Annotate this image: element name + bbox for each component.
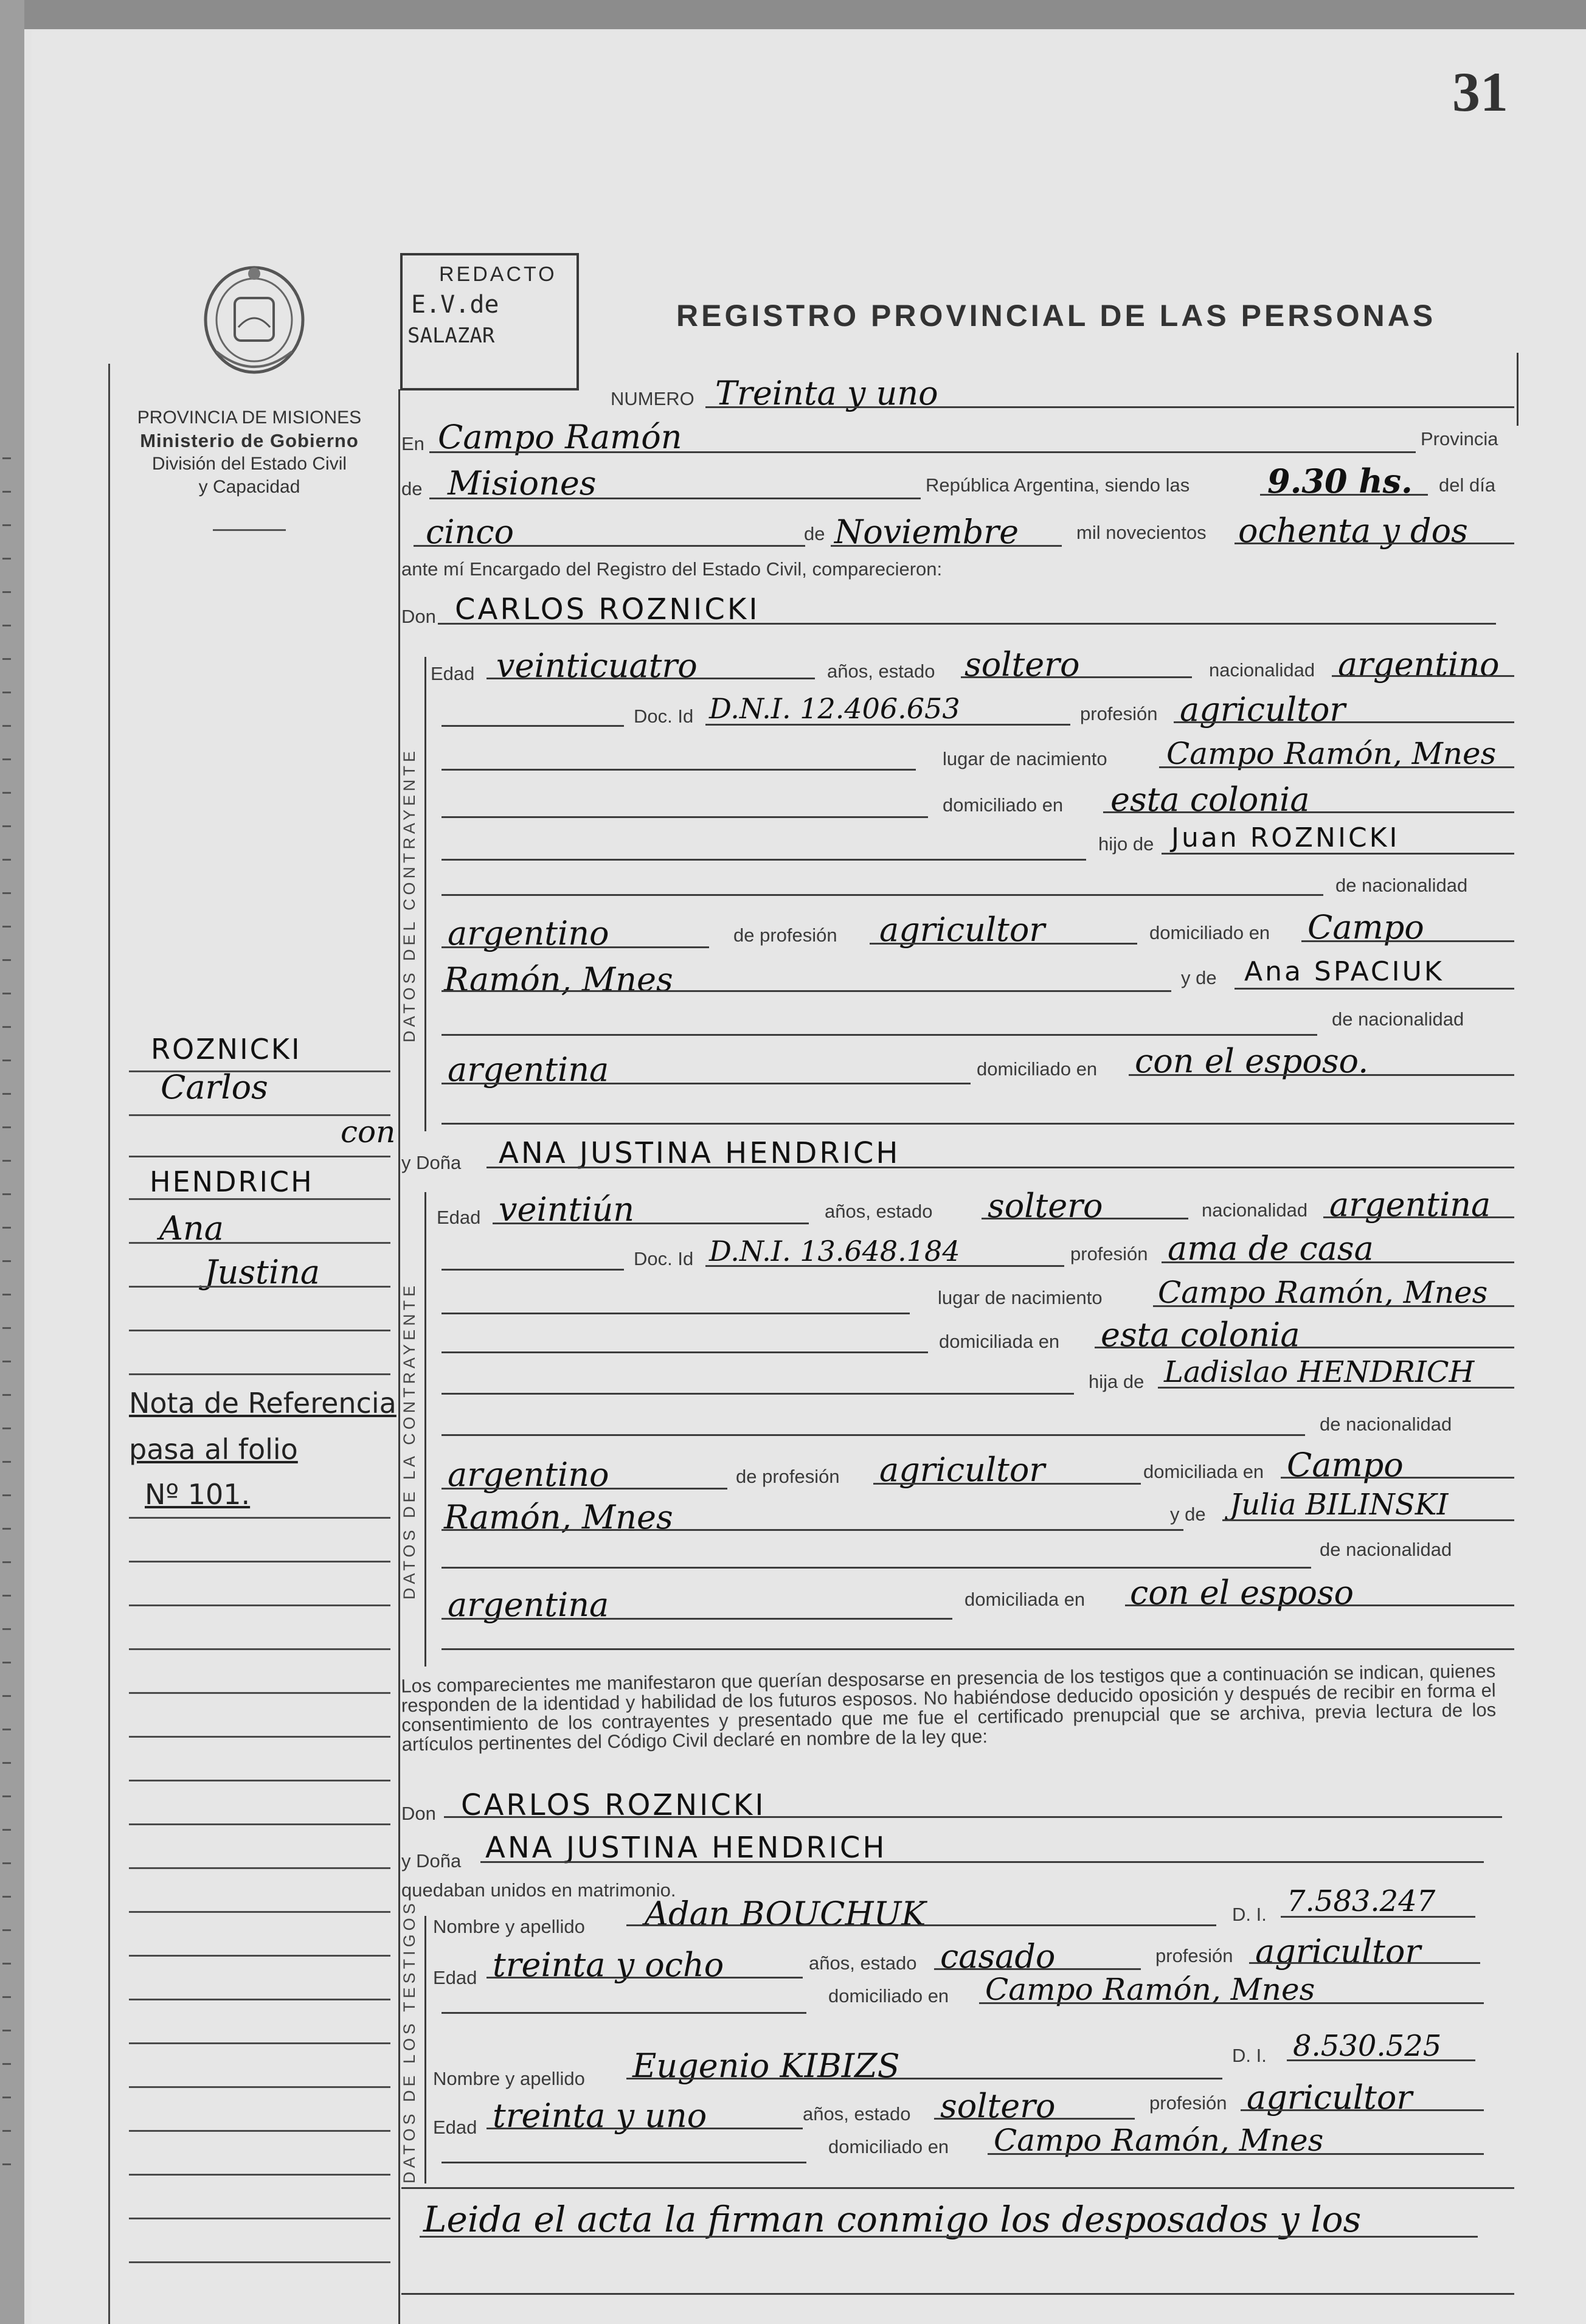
t1-domiciliado-label: domiciliado en <box>828 1985 949 2007</box>
margin-line <box>129 1692 390 1694</box>
t1-estado: casado <box>940 1937 1056 1975</box>
estado-line <box>961 676 1192 678</box>
margin-line <box>129 1198 390 1200</box>
padre-nacionalidad: argentino <box>448 914 609 952</box>
edad-2-line <box>493 1223 809 1224</box>
padre-line <box>1162 853 1514 855</box>
t2-di: 8.530.525 <box>1293 2029 1442 2063</box>
decl-dona-line <box>480 1861 1484 1863</box>
doc-value: D.N.I. 12.406.653 <box>709 692 960 725</box>
madre-nac-line <box>442 1083 971 1084</box>
edad-2-value: veintiún <box>499 1190 635 1229</box>
lugar-2-pre-line <box>442 1313 910 1314</box>
t2-edad: treinta y uno <box>493 2097 707 2135</box>
margin-line <box>129 1561 390 1563</box>
estado-value: soltero <box>964 645 1080 684</box>
de-value: Misiones <box>448 464 597 502</box>
de-nacionalidad-2-label: de nacionalidad <box>1320 1413 1452 1435</box>
padre-prof-line <box>870 943 1137 945</box>
testigos-section-label: DATOS DE LOS TESTIGOS <box>400 1899 418 2184</box>
ministry-name: Ministerio de Gobierno <box>140 430 359 451</box>
domicilio-label: domiciliado en <box>943 794 1064 816</box>
t1-dom-line <box>979 2002 1484 2004</box>
contrayente-1-nombre: CARLOS ROZNICKI <box>455 592 760 626</box>
t1-profesion-label: profesión <box>1155 1945 1233 1966</box>
de-line <box>429 498 921 499</box>
hija-pre-line <box>442 1393 1074 1395</box>
numero-label: NUMERO <box>611 388 694 409</box>
profesion-label: profesión <box>1080 703 1158 724</box>
padre-2-nacionalidad: argentino <box>448 1455 609 1494</box>
margin-name-3: HENDRICH <box>150 1165 314 1198</box>
padre-dom-2-line <box>442 990 1171 992</box>
contrayente-1-bracket <box>424 657 426 1131</box>
lugar-label: lugar de nacimiento <box>943 748 1107 769</box>
t2-domicilio: Campo Ramón, Mnes <box>994 2123 1324 2158</box>
doc-label: Doc. Id <box>634 706 694 727</box>
province-divider <box>213 529 286 531</box>
t2-dom-pre-line <box>442 2162 806 2163</box>
closing-text: Leida el acta la firman conmigo los desposados y los <box>423 2199 1362 2240</box>
t2-dom-line <box>988 2153 1484 2155</box>
province-block <box>97 406 401 499</box>
margin-line <box>129 1070 390 1072</box>
contrayente-2-section-label: DATOS DE LA CONTRAYENTE <box>400 1282 418 1600</box>
profesion-2-value: ama de casa <box>1168 1229 1374 1268</box>
domicilio-2-line <box>1095 1347 1514 1348</box>
y-de-label: y de <box>1181 967 1217 988</box>
hija-label: hija de <box>1089 1371 1144 1392</box>
nacionalidad-2-line <box>1323 1216 1514 1218</box>
lugar-line <box>1159 766 1514 768</box>
de-nacionalidad-label: de nacionalidad <box>1335 875 1468 896</box>
contrayente-1-end-line <box>442 1123 1514 1125</box>
mes-value: Noviembre <box>834 513 1019 551</box>
lugar-pre-line <box>442 769 916 771</box>
edad-label: Edad <box>431 663 475 684</box>
numero-line <box>705 406 1514 408</box>
t1-nombre-line <box>626 1924 1216 1926</box>
edad-value: veinticuatro <box>496 647 698 685</box>
margin-line <box>129 1780 390 1781</box>
edad-line <box>487 678 815 679</box>
padre-profesion: agricultor <box>879 911 1045 949</box>
nac-2-pre-line <box>442 1434 1305 1436</box>
padre-1-value: Juan ROZNICKI <box>1171 822 1400 853</box>
margin-line <box>129 2042 390 2044</box>
t1-nombre-label: Nombre y apellido <box>433 1916 585 1937</box>
decl-don-label: Don <box>401 1803 436 1824</box>
margin-line <box>129 1286 390 1288</box>
padre-2-value: Ladislao HENDRICH <box>1164 1355 1475 1389</box>
de-profesion-label: de profesión <box>733 924 837 946</box>
nac-pre-line <box>442 894 1323 896</box>
lugar-value: Campo Ramón, Mnes <box>1166 736 1497 771</box>
madre-dom-label: domiciliado en <box>977 1058 1098 1080</box>
padre-2-dom-2-line <box>442 1529 1183 1531</box>
lugar-2-label: lugar de nacimiento <box>938 1287 1103 1308</box>
margin-line <box>129 2261 390 2263</box>
t1-di: 7.583.247 <box>1287 1884 1436 1918</box>
margin-name-2: Carlos <box>161 1068 268 1106</box>
margin-line <box>129 1330 390 1331</box>
dona-label: y Doña <box>401 1152 462 1173</box>
page-top-edge <box>24 0 1586 29</box>
de-profesion-2-label: de profesión <box>736 1466 840 1487</box>
en-value: Campo Ramón <box>438 418 682 456</box>
provincia-label: Provincia <box>1421 428 1498 449</box>
margin-rule <box>108 364 110 2324</box>
t2-di-line <box>1287 2059 1475 2061</box>
t2-di-label: D. I. <box>1232 2045 1267 2066</box>
testigos-bracket <box>424 1916 426 2184</box>
republica-label: República Argentina, siendo las <box>926 474 1190 496</box>
madre-dom-line <box>1129 1074 1514 1076</box>
madre-2-value: Julia BILINSKI <box>1230 1488 1449 1522</box>
domicilio-line <box>1103 811 1514 813</box>
decl-don-value: CARLOS ROZNICKI <box>461 1788 766 1822</box>
padre-domicilio-2: Ramón, Mnes <box>444 960 673 999</box>
t1-di-label: D. I. <box>1232 1904 1267 1925</box>
madre-2-domicilio: con el esposo <box>1130 1573 1354 1612</box>
contrayente-2-nombre: ANA JUSTINA HENDRICH <box>499 1136 901 1170</box>
doc-line <box>705 724 1070 726</box>
dia-value: cinco <box>426 513 514 551</box>
padre-2-domicilio-1: Campo <box>1287 1446 1404 1484</box>
unidos-label: quedaban unidos en matrimonio. <box>401 1879 676 1901</box>
padre-dom-line <box>1301 940 1514 942</box>
margin-name-1: ROZNICKI <box>151 1033 302 1066</box>
margin-note-3: Nº 101. <box>145 1478 251 1511</box>
madre-2-dom-line <box>1125 1604 1514 1606</box>
binding-ticks <box>2 426 11 2190</box>
margin-line <box>129 1867 390 1869</box>
t2-profesion: agricultor <box>1247 2078 1413 2117</box>
madre-domicilio: con el esposo. <box>1135 1042 1369 1080</box>
margin-line <box>129 2218 390 2219</box>
margin-line <box>129 1373 390 1375</box>
en-line <box>429 451 1416 453</box>
province-name: PROVINCIA DE MISIONES <box>137 408 362 428</box>
nacionalidad-line <box>1332 675 1514 677</box>
margin-line <box>129 1648 390 1650</box>
margin-note-1: Nota de Referencia <box>129 1387 396 1420</box>
register-title: REGISTRO PROVINCIAL DE LAS PERSONAS <box>676 299 1436 333</box>
padre-domicilio-1: Campo <box>1307 908 1424 946</box>
t2-nombre: Eugenio KIBIZS <box>632 2047 900 2085</box>
profesion-2-label: profesión <box>1070 1243 1148 1264</box>
nacionalidad-2-label: nacionalidad <box>1202 1199 1308 1221</box>
page-number: 31 <box>1452 61 1508 123</box>
ante-label: ante mí Encargado del Registro del Estado Civil, comparecieron: <box>401 558 943 580</box>
padre-2-nac-line <box>442 1488 727 1490</box>
redacto-label: REDACTO <box>439 263 557 286</box>
estado-2-value: soltero <box>988 1187 1103 1225</box>
margin-line <box>129 1823 390 1825</box>
margin-note-2: pasa al folio <box>129 1433 298 1466</box>
dona-line <box>487 1167 1514 1168</box>
madre-2-nac-pre-line <box>442 1567 1311 1569</box>
padre-2-domicilio-label: domiciliada en <box>1143 1461 1264 1482</box>
profesion-line <box>1174 721 1514 723</box>
t1-dom-pre-line <box>442 2012 806 2014</box>
lugar-2-line <box>1153 1305 1514 1307</box>
t2-estado: soltero <box>940 2087 1056 2125</box>
de-label: de <box>401 478 423 499</box>
t2-profesion-line <box>1241 2109 1484 2111</box>
doc-2-value: D.N.I. 13.648.184 <box>709 1235 960 1268</box>
nacionalidad-label: nacionalidad <box>1209 659 1315 681</box>
closing-line-2 <box>401 2293 1514 2295</box>
anios-estado-label: años, estado <box>827 661 935 682</box>
estado-2-line <box>982 1218 1188 1219</box>
t1-edad-label: Edad <box>433 1967 477 1988</box>
numero-value: Treinta y uno <box>715 374 938 412</box>
domicilio-value: esta colonia <box>1110 780 1310 819</box>
margin-line <box>129 1955 390 1957</box>
division-name: División del Estado Civil <box>151 454 347 474</box>
doc-pre-line <box>442 725 624 727</box>
margin-name-5: Justina <box>204 1253 320 1291</box>
t2-domiciliado-label: domiciliado en <box>828 2136 949 2157</box>
domicilio-2-value: esta colonia <box>1101 1316 1300 1354</box>
domicilio-pre-line <box>442 816 928 818</box>
t1-edad-line <box>487 1977 803 1979</box>
margin-name-4: Ana <box>159 1209 224 1247</box>
dia-line <box>414 545 805 547</box>
doc-2-label: Doc. Id <box>634 1248 694 1269</box>
don-line <box>438 623 1496 625</box>
madre-2-nacionalidad: argentina <box>448 1586 609 1624</box>
padre-2-prof-line <box>873 1483 1141 1485</box>
t1-domicilio: Campo Ramón, Mnes <box>985 1972 1315 2007</box>
edad-2-label: Edad <box>437 1207 481 1228</box>
provincial-seal-icon <box>198 260 310 380</box>
margin-line <box>129 1517 390 1519</box>
margin-con: con <box>341 1114 396 1150</box>
don-label: Don <box>401 606 436 627</box>
del-dia-label: del día <box>1439 474 1496 496</box>
en-label: En <box>401 433 424 454</box>
t2-estado-label: años, estado <box>803 2103 911 2125</box>
anios-estado-2-label: años, estado <box>825 1201 933 1222</box>
margin-line <box>129 1911 390 1913</box>
anio-line <box>1235 543 1514 544</box>
t2-edad-label: Edad <box>433 2117 477 2138</box>
padre-2-domicilio-2: Ramón, Mnes <box>444 1498 673 1536</box>
redacto-value-1: E.V.de <box>411 291 499 319</box>
mes-line <box>831 545 1062 547</box>
padre-2-dom-line <box>1281 1477 1514 1479</box>
margin-line <box>129 2130 390 2132</box>
madre-line <box>1235 988 1514 990</box>
padre-nac-line <box>442 946 709 948</box>
decl-dona-label: y Doña <box>401 1850 462 1871</box>
t1-profesion-line <box>1249 1962 1480 1964</box>
t2-profesion-label: profesión <box>1149 2092 1227 2114</box>
domicilio-2-pre-line <box>442 1351 928 1353</box>
margin-line <box>129 1999 390 2000</box>
madre-nac-pre-line <box>442 1034 1317 1036</box>
domicilio-2-label: domiciliada en <box>939 1331 1060 1352</box>
mil-label: mil novecientos <box>1076 522 1207 543</box>
madre-nac-label: de nacionalidad <box>1332 1008 1464 1030</box>
padre-2-profesion: agricultor <box>879 1451 1045 1489</box>
madre-nacionalidad: argentina <box>448 1050 609 1089</box>
madre-2-nac-line <box>442 1618 952 1620</box>
hora-value: 9.30 hs. <box>1267 462 1413 501</box>
form-border-right <box>1517 353 1518 426</box>
t1-edad: treinta y ocho <box>493 1946 724 1984</box>
de-mes-label: de <box>804 523 825 544</box>
anio-value: ochenta y dos <box>1238 512 1468 550</box>
padre-2-line <box>1158 1387 1514 1389</box>
margin-line <box>129 2174 390 2176</box>
profesion-value: agricultor <box>1180 690 1346 729</box>
decl-dona-value: ANA JUSTINA HENDRICH <box>485 1831 887 1865</box>
t1-profesion: agricultor <box>1255 1932 1421 1971</box>
declaration-paragraph: Los comparecientes me manifestaron que querían desposarse en presencia de los testigos que a continuación se indican, quienes responden de la identidad y habilidad de los futuros esposos. No habiéndose deducido oposición y después de recibir en forma el consentimiento de los contrayentes y presentado que me fue el certificado prenupcial que se archiva, previa lectura de los artículos pertinentes del Código Civil declaré en nombre de la ley que: <box>401 1660 1497 1755</box>
nacionalidad-value: argentino <box>1338 645 1500 684</box>
nacionalidad-2-value: argentina <box>1329 1185 1491 1224</box>
lugar-2-value: Campo Ramón, Mnes <box>1158 1275 1488 1310</box>
redacto-value-2: SALAZAR <box>407 324 495 348</box>
testigos-end-line <box>401 2187 1514 2189</box>
t1-di-line <box>1281 1916 1475 1918</box>
t2-nombre-line <box>626 2078 1222 2079</box>
t1-estado-label: años, estado <box>809 1952 917 1974</box>
hijo-label: hijo de <box>1098 833 1154 855</box>
t2-edad-line <box>487 2128 803 2129</box>
doc-2-pre-line <box>442 1269 624 1271</box>
doc-2-line <box>705 1265 1064 1267</box>
madre-2-dom-label: domiciliada en <box>964 1589 1086 1610</box>
decl-don-line <box>444 1816 1502 1818</box>
contrayente-2-bracket <box>424 1192 426 1667</box>
profesion-2-line <box>1162 1261 1514 1263</box>
t2-estado-line <box>934 2118 1135 2120</box>
madre-2-nac-label: de nacionalidad <box>1320 1539 1452 1560</box>
contrayente-2-end-line <box>442 1648 1514 1650</box>
y-de-2-label: y de <box>1170 1504 1206 1525</box>
madre-1-value: Ana SPACIUK <box>1244 956 1444 987</box>
t2-nombre-label: Nombre y apellido <box>433 2068 585 2089</box>
padre-domicilio-label: domiciliado en <box>1149 922 1270 943</box>
hijo-pre-line <box>442 859 1086 861</box>
margin-line <box>129 1242 390 1244</box>
hora-line <box>1260 494 1428 496</box>
t1-nombre: Adan BOUCHUK <box>645 1895 926 1933</box>
redacto-box <box>400 253 579 390</box>
closing-line <box>420 2236 1478 2238</box>
margin-line <box>129 1156 390 1157</box>
contrayente-1-section-label: DATOS DEL CONTRAYENTE <box>400 747 418 1042</box>
margin-line <box>129 1736 390 1738</box>
division-name-2: y Capacidad <box>198 477 300 497</box>
madre-2-line <box>1222 1519 1514 1521</box>
margin-line <box>129 1604 390 1606</box>
margin-line <box>129 2086 390 2088</box>
margin-line <box>129 1114 390 1116</box>
t1-estado-line <box>934 1968 1141 1970</box>
